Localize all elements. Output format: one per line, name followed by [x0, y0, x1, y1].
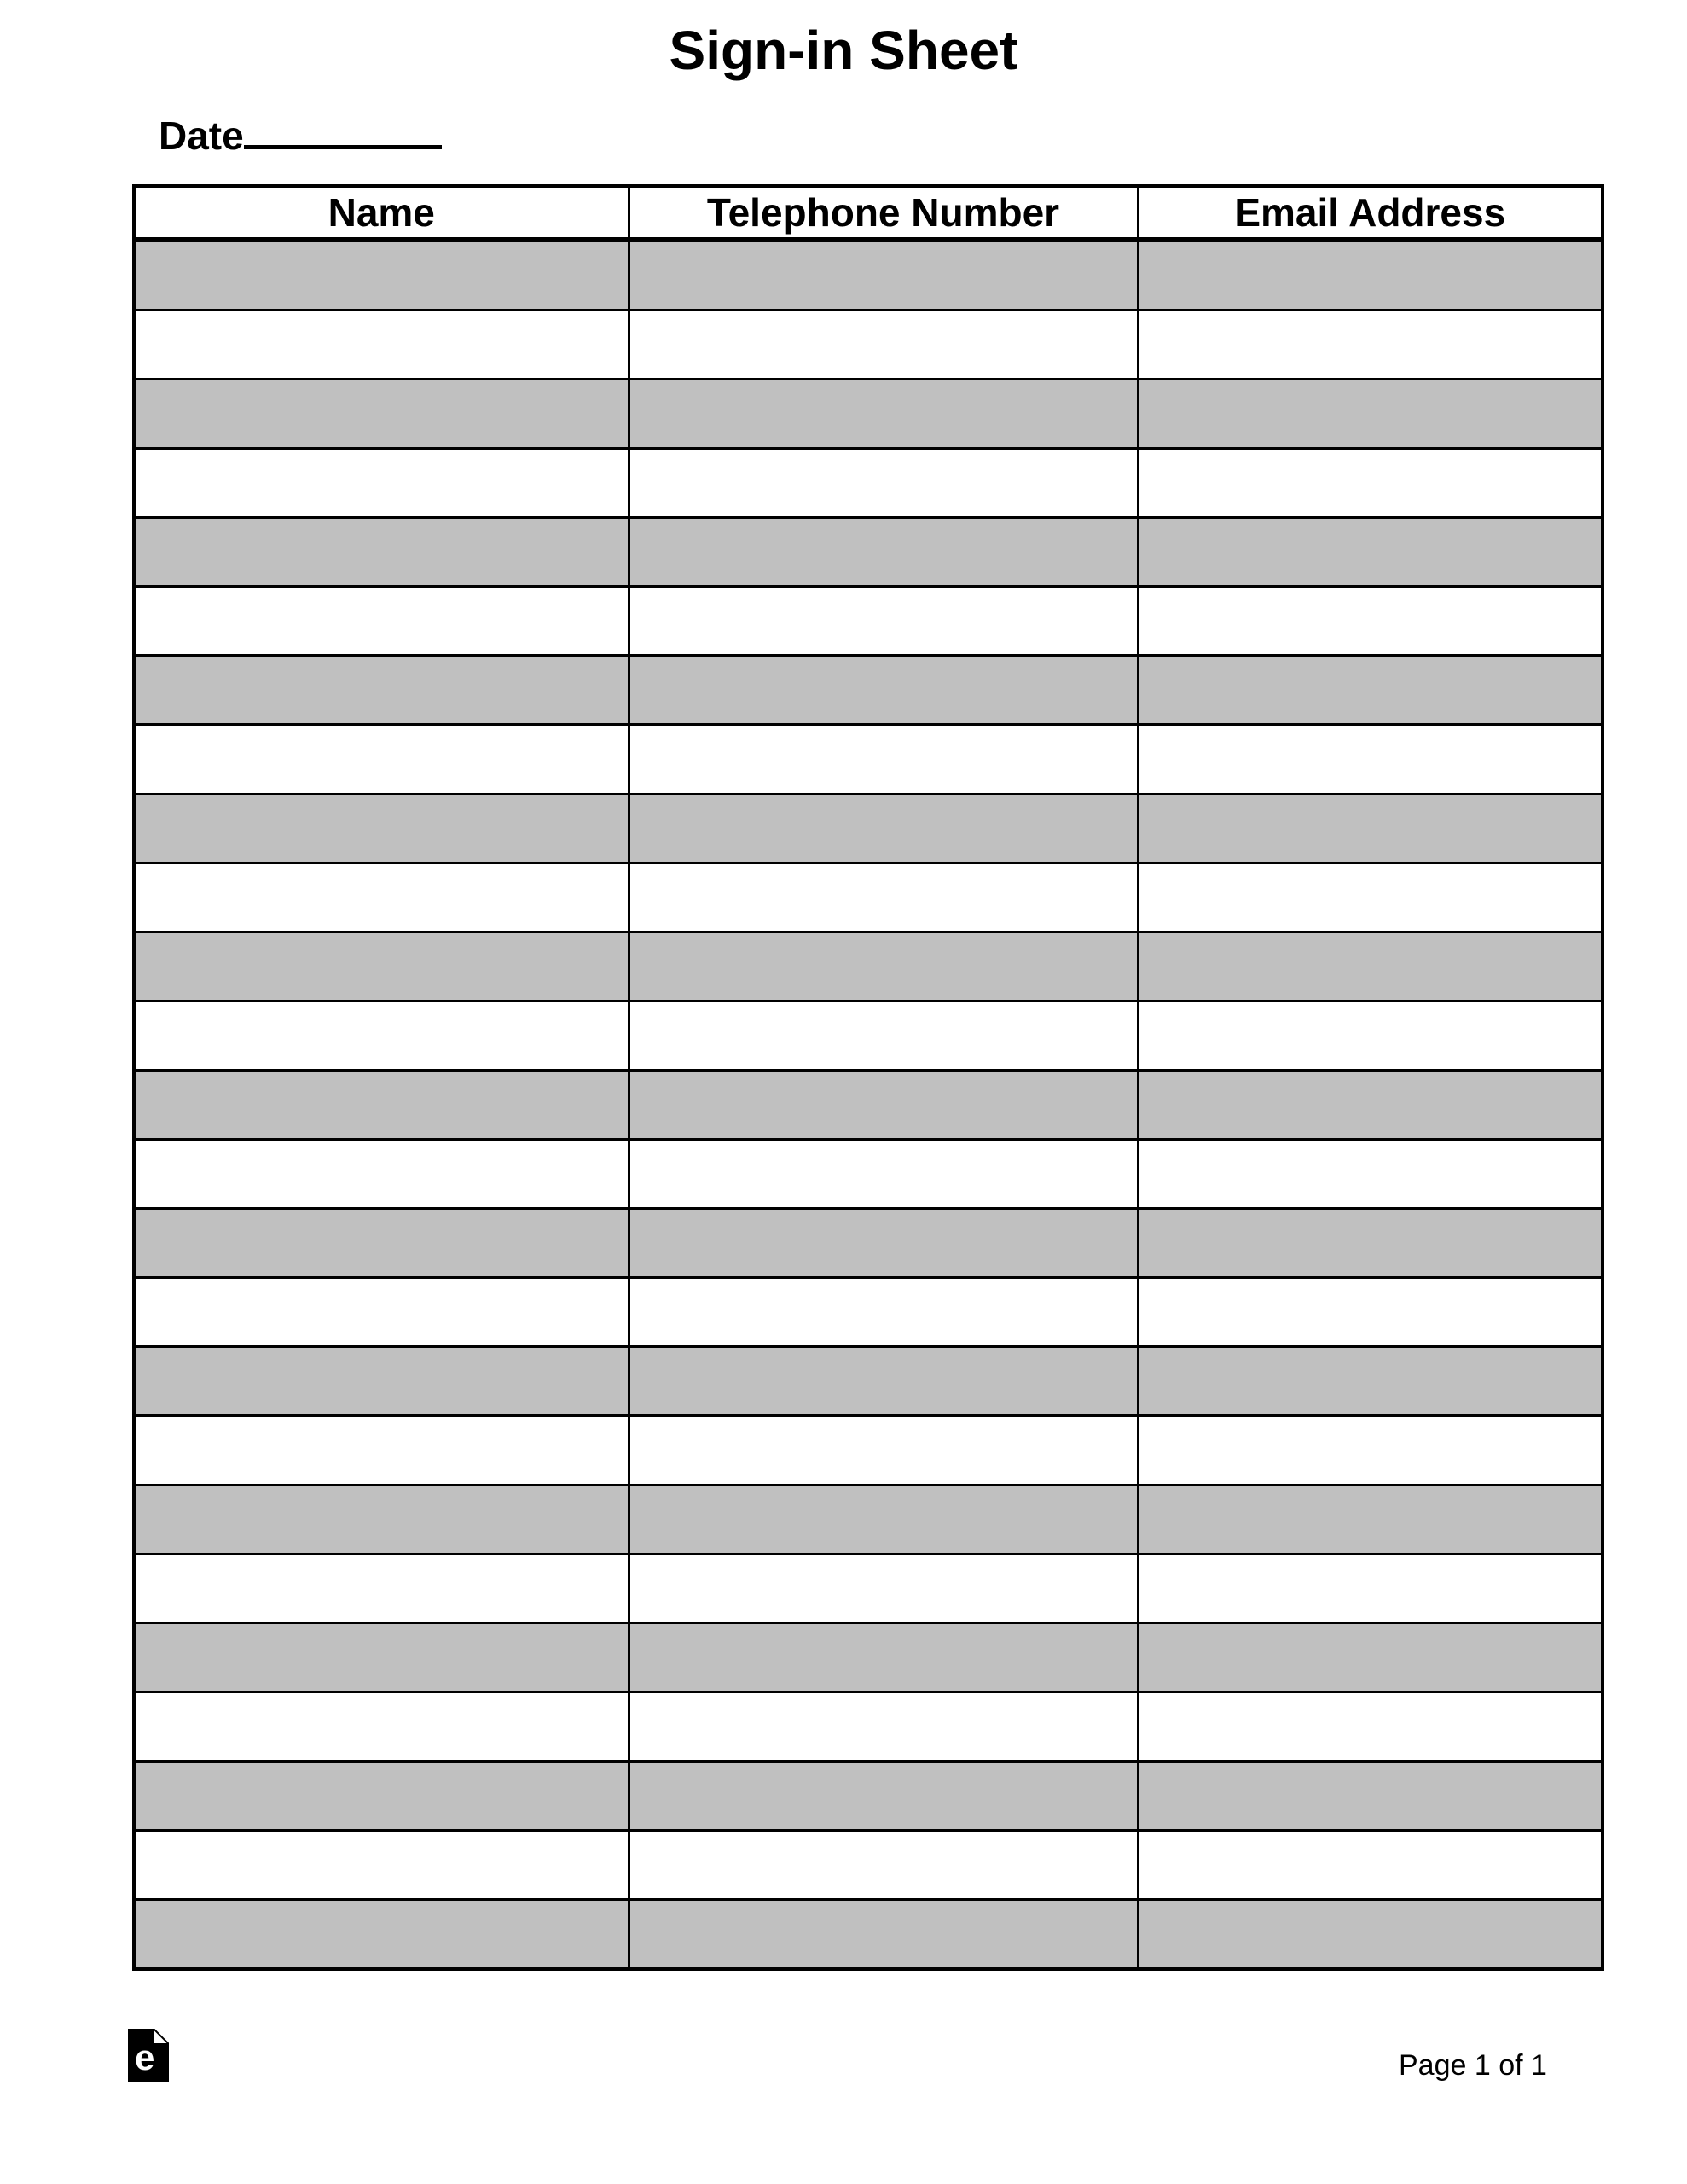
table-cell[interactable]: [1138, 725, 1603, 794]
table-row: [134, 311, 1603, 380]
table-row: [134, 1623, 1603, 1693]
table-cell[interactable]: [629, 1071, 1138, 1140]
table-cell[interactable]: [134, 1347, 629, 1416]
table-cell[interactable]: [629, 932, 1138, 1002]
table-cell[interactable]: [1138, 449, 1603, 518]
table-cell[interactable]: [629, 1416, 1138, 1485]
table-cell[interactable]: [629, 311, 1138, 380]
date-row: [159, 107, 442, 159]
date-label: Date: [159, 113, 244, 158]
table-row: [134, 863, 1603, 932]
table-cell[interactable]: [1138, 1900, 1603, 1970]
table-cell[interactable]: [1138, 518, 1603, 587]
table-cell[interactable]: [629, 863, 1138, 932]
table-cell[interactable]: [1138, 380, 1603, 449]
table-row: [134, 1831, 1603, 1900]
table-cell[interactable]: [134, 1831, 629, 1900]
table-row: [134, 1347, 1603, 1416]
table-row: [134, 1485, 1603, 1554]
table-cell[interactable]: [134, 932, 629, 1002]
table-cell[interactable]: [629, 240, 1138, 311]
table-cell[interactable]: [134, 240, 629, 311]
table-row: [134, 1762, 1603, 1831]
table-row: [134, 1900, 1603, 1970]
table-cell[interactable]: [1138, 311, 1603, 380]
table-cell[interactable]: [1138, 1071, 1603, 1140]
table-cell[interactable]: [629, 1900, 1138, 1970]
table-cell[interactable]: [629, 1831, 1138, 1900]
table-cell[interactable]: [1138, 794, 1603, 863]
table-cell[interactable]: [1138, 587, 1603, 656]
page-title: Sign-in Sheet: [669, 20, 1018, 81]
column-header-email-address: Email Address: [1138, 186, 1603, 240]
signin-table: [132, 184, 1604, 1971]
table-cell[interactable]: [1138, 1140, 1603, 1209]
table-cell[interactable]: [134, 1071, 629, 1140]
table-cell[interactable]: [1138, 1762, 1603, 1831]
table-cell[interactable]: [1138, 240, 1603, 311]
table-row: [134, 1554, 1603, 1623]
table-cell[interactable]: [134, 1278, 629, 1347]
table-row: [134, 656, 1603, 725]
table-row: [134, 794, 1603, 863]
table-row: [134, 932, 1603, 1002]
table-cell[interactable]: [629, 725, 1138, 794]
table-cell[interactable]: [629, 518, 1138, 587]
date-blank-line[interactable]: [244, 107, 442, 149]
table-row: [134, 380, 1603, 449]
table-cell[interactable]: [1138, 932, 1603, 1002]
table-row: [134, 1071, 1603, 1140]
table-row: [134, 240, 1603, 311]
table-row: [134, 1693, 1603, 1762]
table-cell[interactable]: [1138, 1209, 1603, 1278]
signin-table-body: [134, 240, 1603, 1969]
table-cell[interactable]: [134, 380, 629, 449]
table-cell[interactable]: [629, 794, 1138, 863]
table-cell[interactable]: [134, 1554, 629, 1623]
table-cell[interactable]: [1138, 656, 1603, 725]
table-cell[interactable]: [1138, 1347, 1603, 1416]
table-cell[interactable]: [629, 1554, 1138, 1623]
table-cell[interactable]: [134, 1002, 629, 1071]
table-cell[interactable]: [1138, 1623, 1603, 1693]
table-cell[interactable]: [1138, 863, 1603, 932]
table-cell[interactable]: [134, 1762, 629, 1831]
table-cell[interactable]: [134, 656, 629, 725]
table-cell[interactable]: [134, 518, 629, 587]
table-cell[interactable]: [629, 1347, 1138, 1416]
table-cell[interactable]: [629, 380, 1138, 449]
table-cell[interactable]: [1138, 1416, 1603, 1485]
table-row: [134, 1140, 1603, 1209]
table-cell[interactable]: [134, 311, 629, 380]
table-row: [134, 1002, 1603, 1071]
table-cell[interactable]: [134, 1209, 629, 1278]
table-row: [134, 449, 1603, 518]
table-row: [134, 1278, 1603, 1347]
table-row: [134, 1416, 1603, 1485]
table-cell[interactable]: [134, 863, 629, 932]
table-cell[interactable]: [629, 1623, 1138, 1693]
table-cell[interactable]: [1138, 1554, 1603, 1623]
table-cell[interactable]: [629, 656, 1138, 725]
table-cell[interactable]: [1138, 1278, 1603, 1347]
table-cell[interactable]: [134, 1693, 629, 1762]
table-cell[interactable]: [134, 449, 629, 518]
table-cell[interactable]: [134, 1623, 629, 1693]
table-row: [134, 587, 1603, 656]
table-cell[interactable]: [134, 1900, 629, 1970]
table-cell[interactable]: [629, 587, 1138, 656]
column-header-telephone-number: Telephone Number: [629, 186, 1138, 240]
table-cell[interactable]: [134, 794, 629, 863]
table-row: [134, 518, 1603, 587]
table-cell[interactable]: [629, 1209, 1138, 1278]
eforms-logo-icon: [128, 2029, 169, 2082]
table-cell[interactable]: [629, 1002, 1138, 1071]
column-header-name: Name: [134, 186, 629, 240]
svg-text:e: e: [135, 2037, 155, 2077]
table-row: [134, 725, 1603, 794]
table-row: [134, 1209, 1603, 1278]
table-cell[interactable]: [134, 1485, 629, 1554]
table-cell[interactable]: [629, 1278, 1138, 1347]
table-cell[interactable]: [629, 449, 1138, 518]
table-cell[interactable]: [1138, 1831, 1603, 1900]
table-cell[interactable]: [1138, 1485, 1603, 1554]
page-number: Page 1 of 1: [1399, 2049, 1547, 2082]
table-cell[interactable]: [629, 1762, 1138, 1831]
table-cell[interactable]: [629, 1485, 1138, 1554]
table-cell[interactable]: [134, 1140, 629, 1209]
table-header-row: [134, 186, 1603, 240]
table-cell[interactable]: [134, 587, 629, 656]
table-cell[interactable]: [1138, 1002, 1603, 1071]
table-cell[interactable]: [629, 1140, 1138, 1209]
table-cell[interactable]: [629, 1693, 1138, 1762]
table-cell[interactable]: [134, 1416, 629, 1485]
table-cell[interactable]: [1138, 1693, 1603, 1762]
table-cell[interactable]: [134, 725, 629, 794]
